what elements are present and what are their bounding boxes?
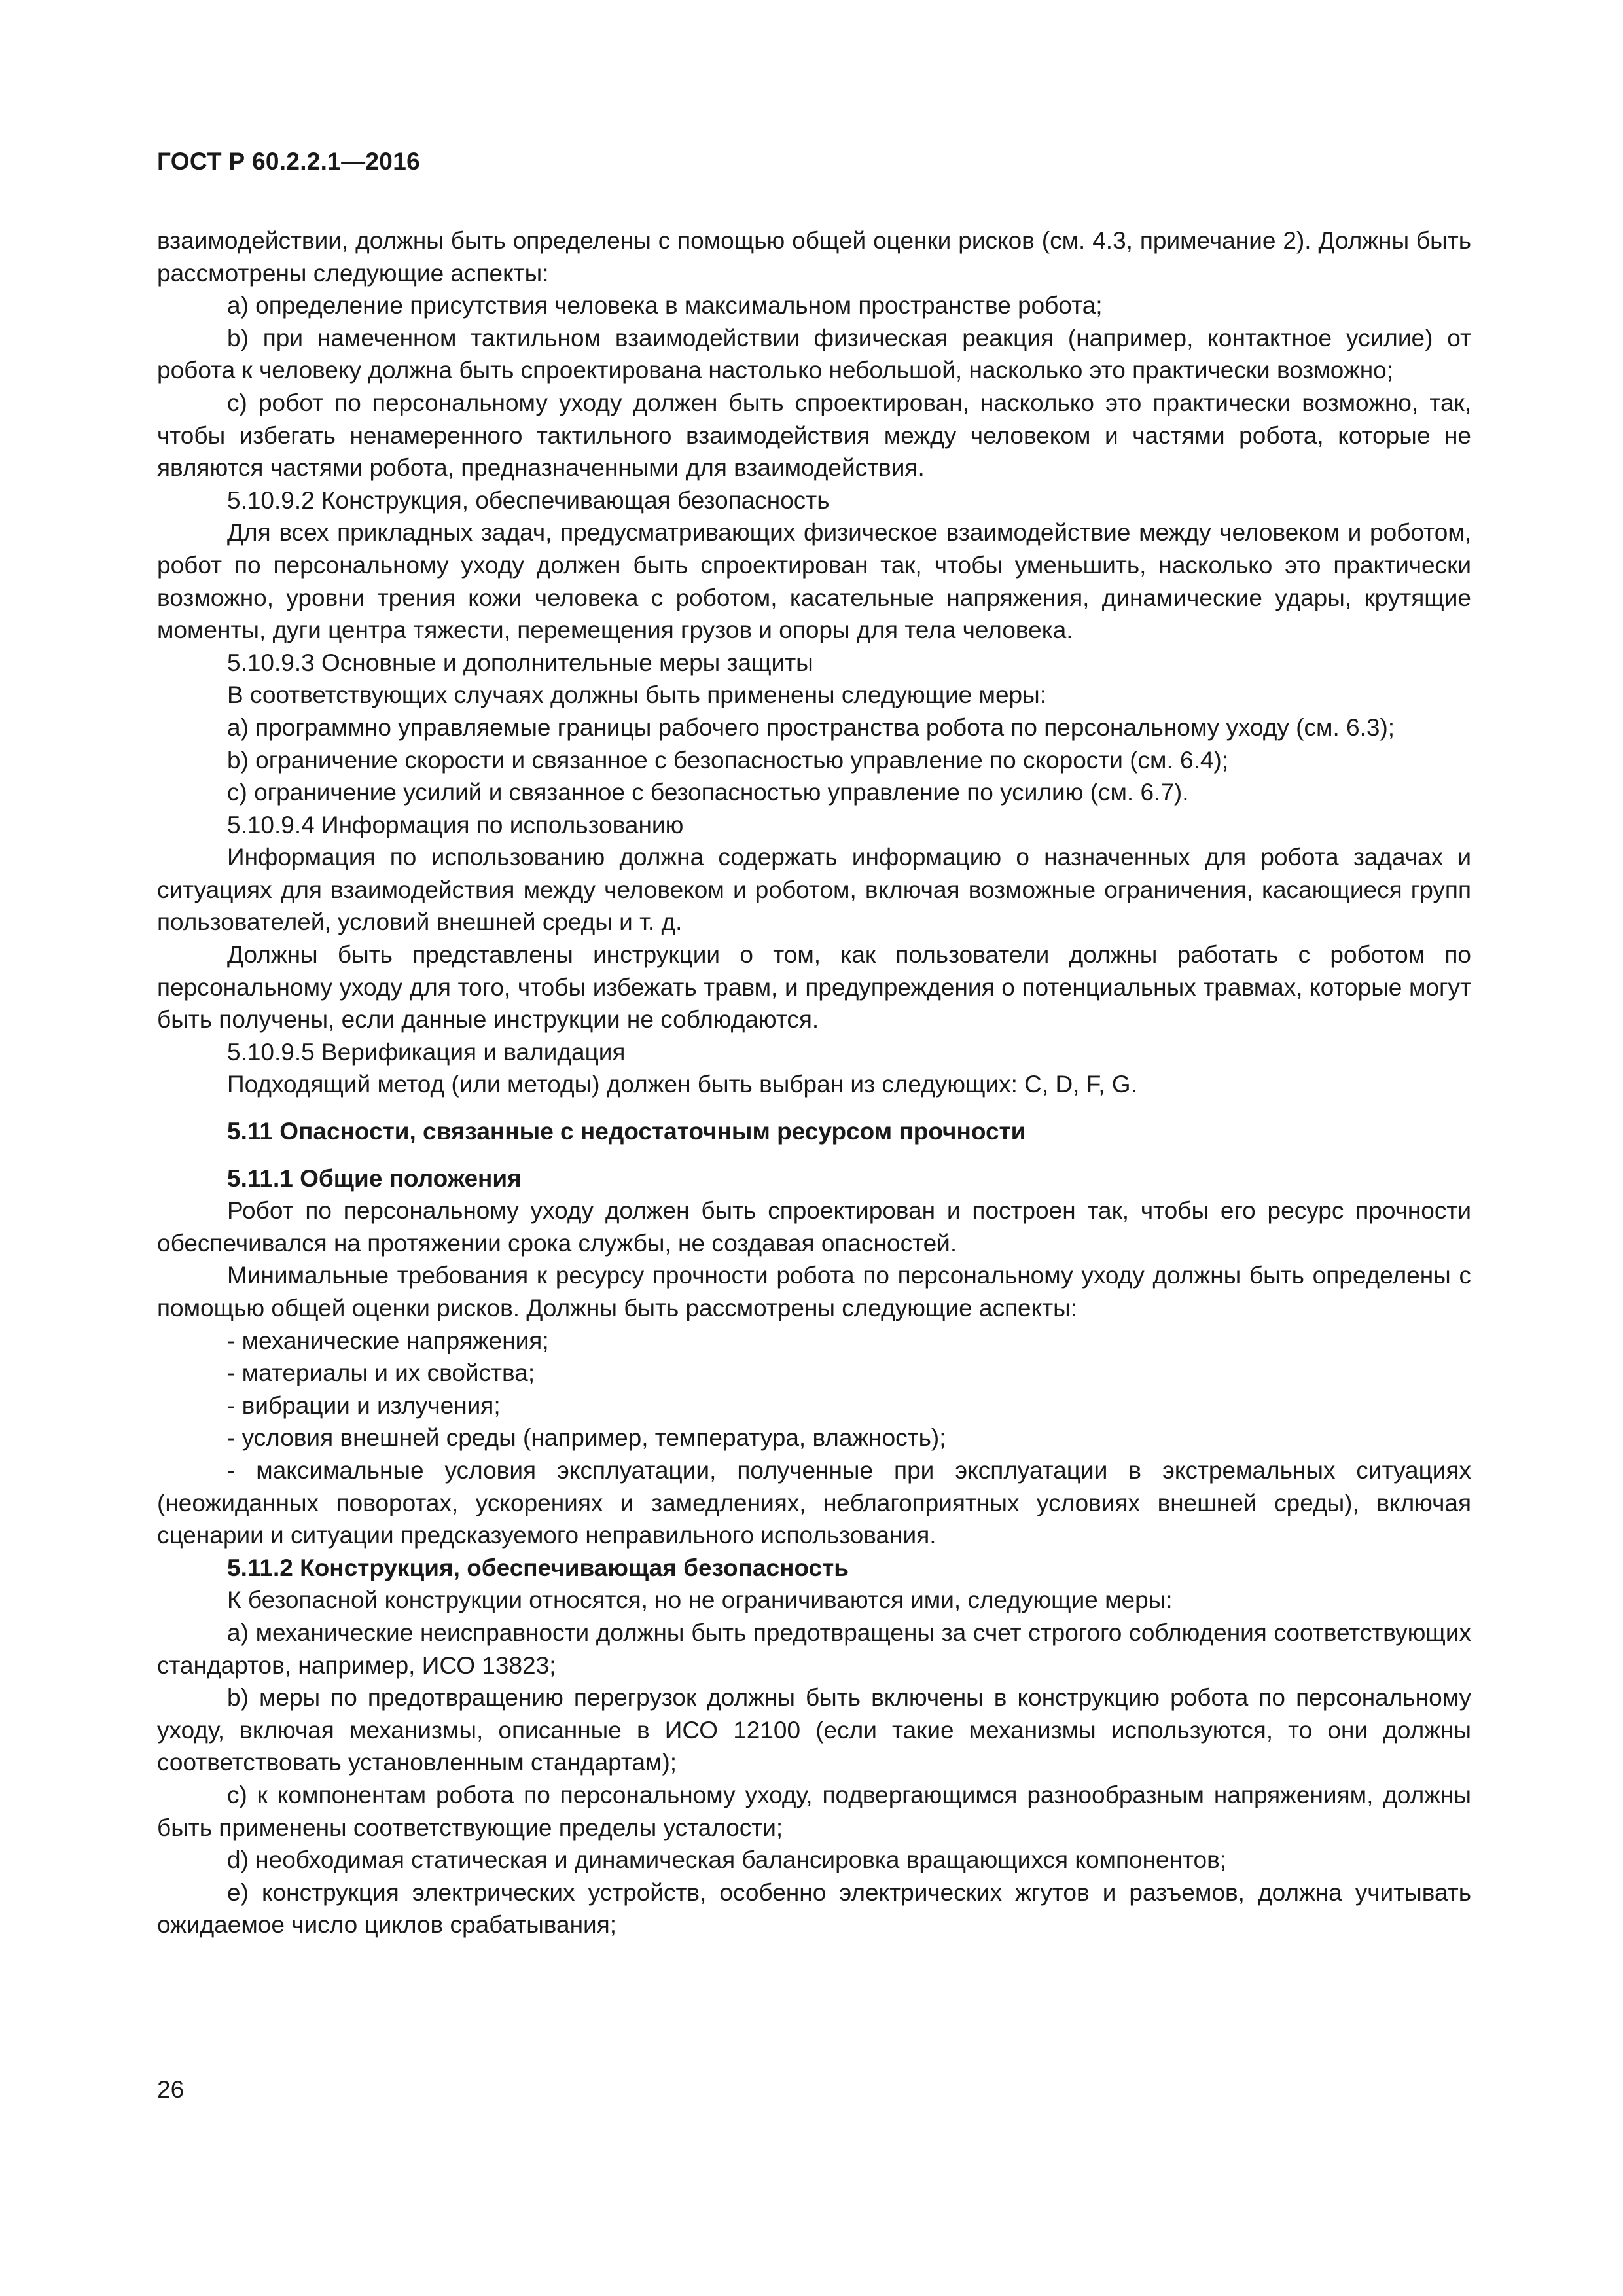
section-heading: 5.11 Опасности, связанные с недостаточным ресурсом прочности	[227, 1118, 1026, 1145]
paragraph: Подходящий метод (или методы) должен быть выбран из следующих: C, D, F, G.	[227, 1071, 1137, 1098]
list-item: c) ограничение усилий и связанное с безопасностью управление по усилию (см. 6.7).	[227, 779, 1189, 806]
paragraph: Информация по использованию должна содержать информацию о назначенных для робота задачах и ситуациях для взаимодействия между человеком и роботом, включая возможные ограничения, касающиеся групп пользователей, условий внешней среды и т. д.	[157, 844, 1471, 936]
document-body	[157, 224, 1471, 1941]
list-item: a) программно управляемые границы рабочего пространства робота по персональному уходу (см. 6.3);	[227, 713, 1395, 741]
paragraph: Должны быть представлены инструкции о том, как пользователи должны работать с роботом по персональному уходу для того, чтобы избежать травм, и предупреждения о потенциальных травмах, которые могут быть получены, если данные инструкции не соблюдаются.	[157, 941, 1471, 1033]
list-item: - механические напряжения;	[227, 1327, 549, 1354]
subsection-title: 5.10.9.5 Верификация и валидация	[227, 1038, 626, 1066]
paragraph: взаимодействии, должны быть определены с помощью общей оценки рисков (см. 4.3, примечание 2). Должны быть рассмотрены следующие аспекты:	[157, 227, 1471, 287]
paragraph: Для всех прикладных задач, предусматривающих физическое взаимодействие между человеком и роботом, робот по персональному уходу должен быть спроектирован так, чтобы уменьшить, насколько это практически возможно, уровни трения кожи человека с роботом, касательные напряжения, динамические удары, крутящие моменты, дуги центра тяжести, перемещения грузов и опоры для тела человека.	[157, 519, 1471, 644]
page-number: 26	[157, 2076, 185, 2103]
subsection-title: 5.10.9.2 Конструкция, обеспечивающая безопасность	[227, 486, 830, 514]
list-item: d) необходимая статическая и динамическая балансировка вращающихся компонентов;	[227, 1846, 1227, 1874]
list-item: c) к компонентам робота по персональному уходу, подвергающимся разнообразным напряжениям, должны быть применены соответствующие пределы усталости;	[157, 1781, 1471, 1841]
paragraph: К безопасной конструкции относятся, но не ограничиваются ими, следующие меры:	[227, 1587, 1173, 1614]
list-item: a) механические неисправности должны быть предотвращены за счет строгого соблюдения соответствующих стандартов, например, ИСО 13823;	[157, 1619, 1471, 1679]
document-header: ГОСТ Р 60.2.2.1—2016	[157, 148, 420, 175]
subsection-title: 5.10.9.3 Основные и дополнительные меры защиты	[227, 649, 813, 676]
list-item: a) определение присутствия человека в максимальном пространстве робота;	[227, 292, 1103, 319]
paragraph: В соответствующих случаях должны быть применены следующие меры:	[227, 681, 1047, 709]
subsection-title: 5.10.9.4 Информация по использованию	[227, 811, 684, 838]
list-item: c) робот по персональному уходу должен быть спроектирован, насколько это практически возможно, так, чтобы избегать ненамеренного тактильного взаимодействия между человеком и частями робота, которые не являются частями робота, предназначенными для взаимодействия.	[157, 389, 1471, 482]
list-item: - материалы и их свойства;	[227, 1359, 535, 1387]
list-item: - вибрации и излучения;	[227, 1391, 501, 1419]
list-item: b) меры по предотвращению перегрузок должны быть включены в конструкцию робота по персональному уходу, включая механизмы, описанные в ИСО 12100 (если такие механизмы используются, то они должны соответствовать установленным стандартам);	[157, 1684, 1471, 1776]
list-item: e) конструкция электрических устройств, особенно электрических жгутов и разъемов, должна учитывать ожидаемое число циклов срабатывания;	[157, 1878, 1471, 1939]
list-item: - максимальные условия эксплуатации, полученные при эксплуатации в экстремальных ситуациях (неожиданных поворотах, ускорениях и замедлениях, неблагоприятных условиях внешней среды), включая сценарии и ситуации предсказуемого неправильного использования.	[157, 1456, 1471, 1549]
list-item: b) при намеченном тактильном взаимодействии физическая реакция (например, контактное усилие) от робота к человеку должна быть спроектирована настолько небольшой, насколько это практически возможно;	[157, 324, 1471, 384]
list-item: b) ограничение скорости и связанное с безопасностью управление по скорости (см. 6.4);	[227, 746, 1229, 774]
subsection-heading: 5.11.1 Общие положения	[227, 1164, 522, 1192]
list-item: - условия внешней среды (например, температура, влажность);	[227, 1424, 946, 1452]
paragraph: Робот по персональному уходу должен быть спроектирован и построен так, чтобы его ресурс прочности обеспечивался на протяжении срока службы, не создавая опасностей.	[157, 1197, 1471, 1257]
paragraph: Минимальные требования к ресурсу прочности робота по персональному уходу должны быть определены с помощью общей оценки рисков. Должны быть рассмотрены следующие аспекты:	[157, 1262, 1471, 1321]
subsection-heading: 5.11.2 Конструкция, обеспечивающая безопасность	[227, 1554, 849, 1581]
